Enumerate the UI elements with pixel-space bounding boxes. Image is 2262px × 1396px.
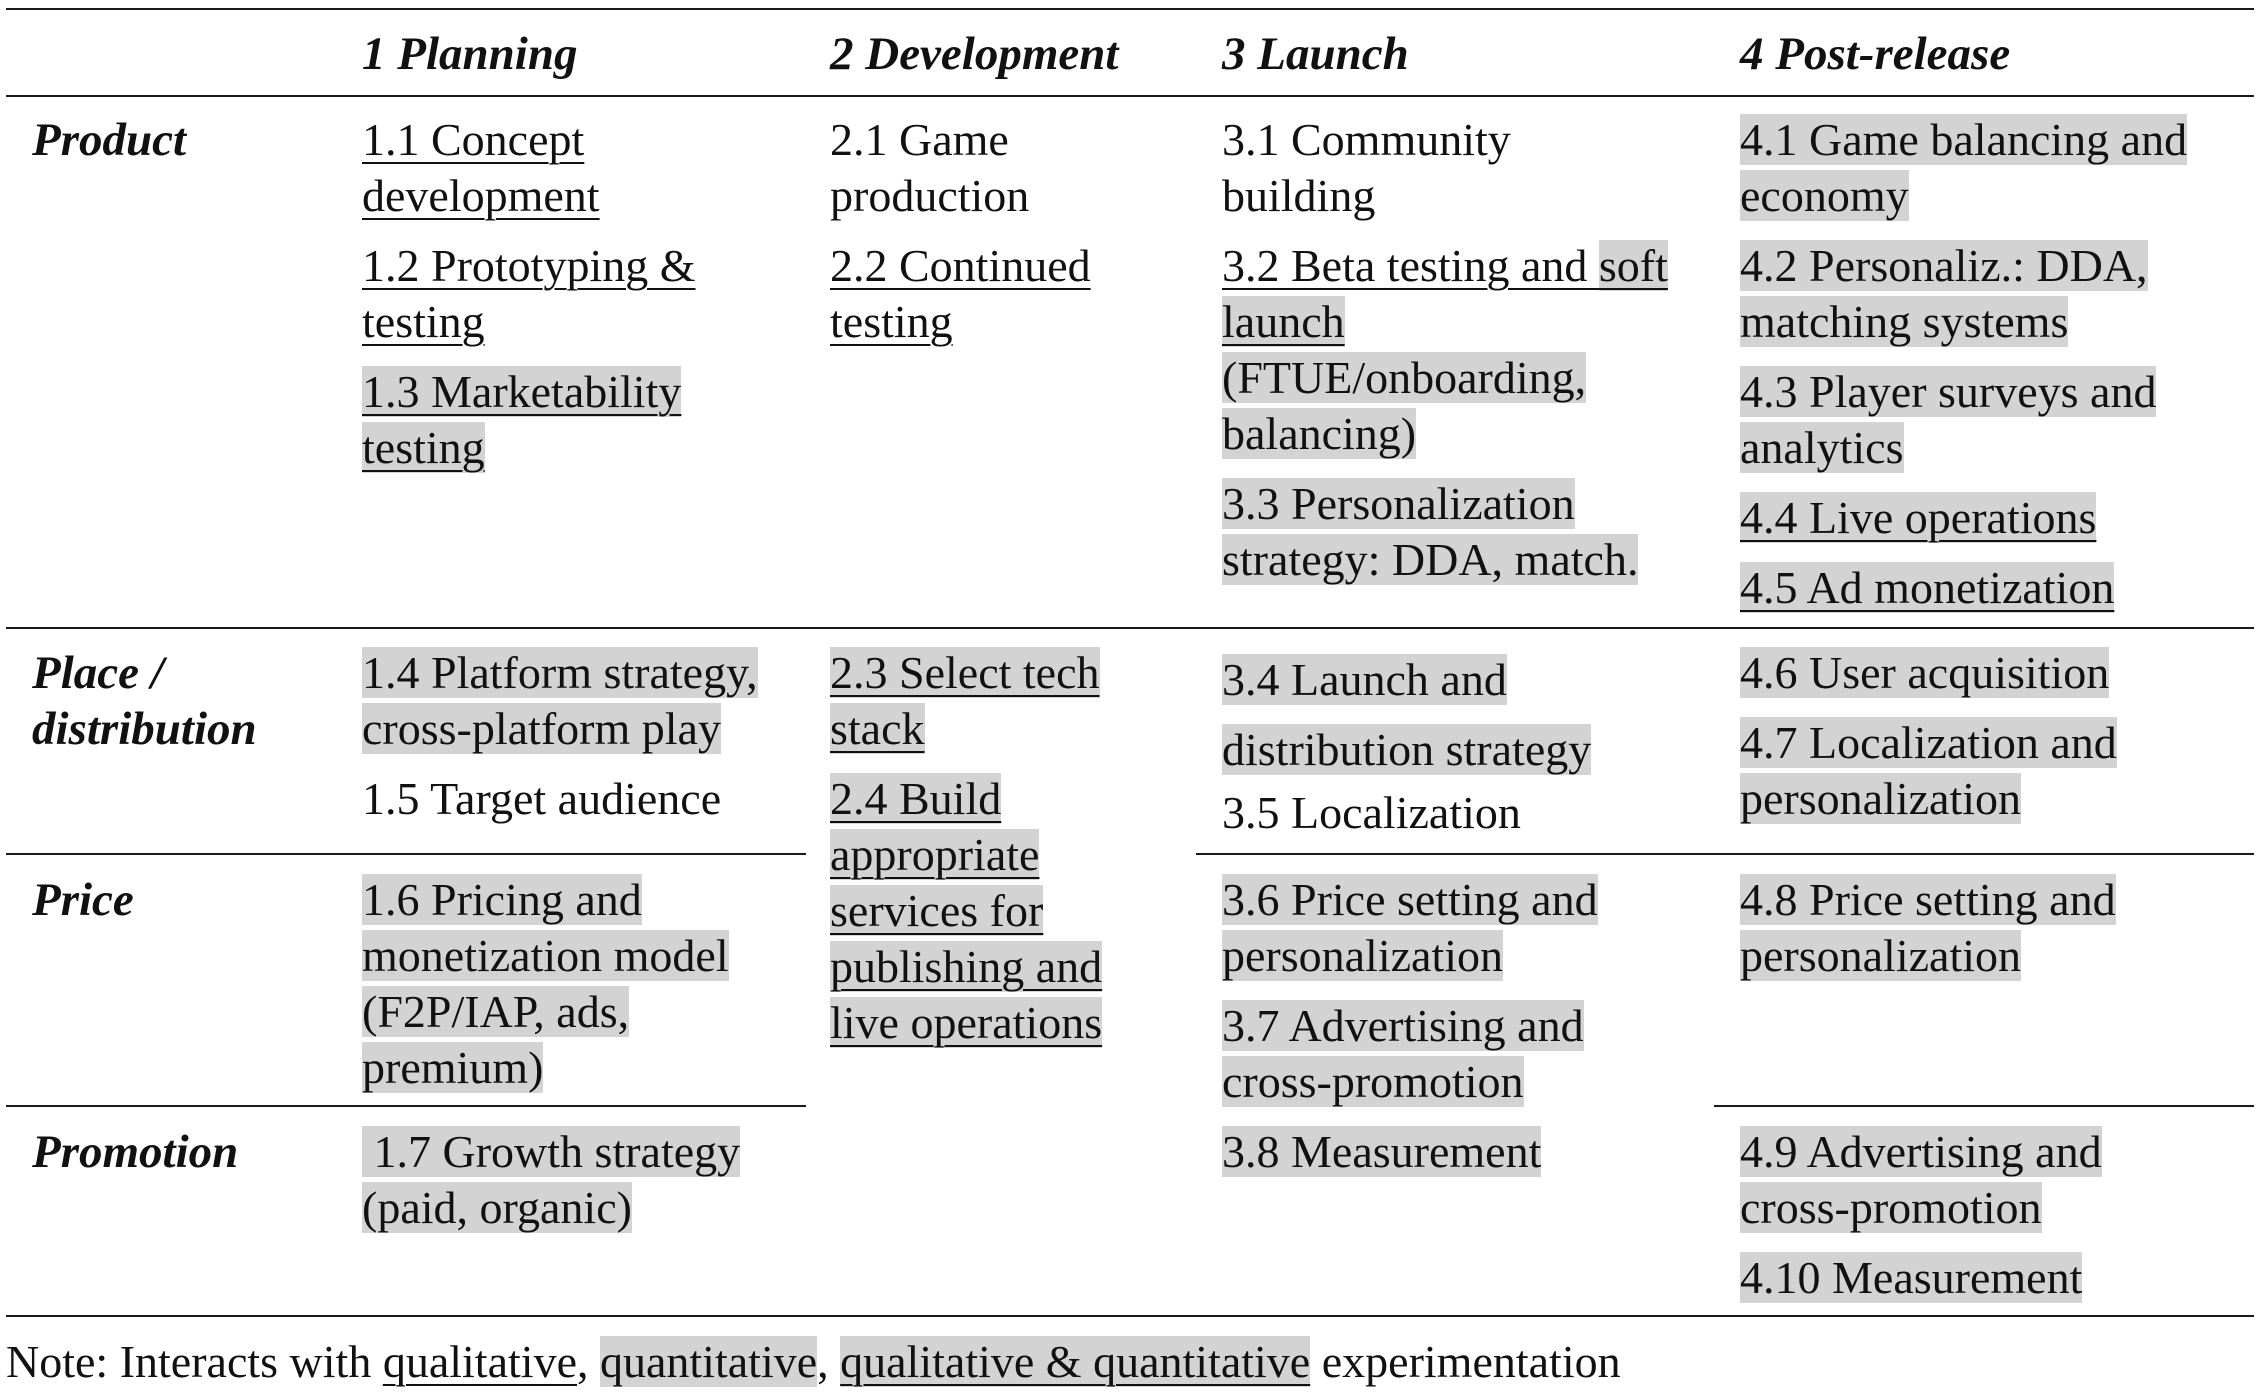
item-1-2: 1.2 Prototyping & testing — [362, 240, 696, 347]
item-1-1: 1.1 Concept development — [362, 114, 600, 221]
note-separator: , — [817, 1336, 841, 1387]
note-quantitative: quantitative — [599, 1336, 818, 1387]
post-release-place-cell — [1740, 645, 2117, 827]
item-3-1: 3.1 Community building — [1222, 114, 1511, 221]
planning-product-cell — [362, 112, 696, 476]
item-3-2: 3.2 Beta testing and soft launch (FTUE/onboarding, balancing) — [1222, 240, 1668, 459]
item-4-3: 4.3 Player surveys and analytics — [1740, 366, 2157, 473]
item-1-3: 1.3 Marketability testing — [362, 366, 682, 473]
note-qualitative-quantitative: qualitative & quantitative — [840, 1336, 1311, 1387]
row-label-product: Product — [32, 114, 187, 166]
note-qualitative: qualitative — [382, 1336, 577, 1387]
item-4-5: 4.5 Ad monetization — [1740, 562, 2115, 613]
row-label-place-distribution: Place / distribution — [32, 647, 257, 755]
item-1-4: 1.4 Platform strategy, cross-platform play — [362, 647, 758, 754]
column-header-planning: 1 Planning — [362, 28, 578, 80]
price-bottom-rule-left — [6, 1105, 806, 1107]
item-1-5: 1.5 Target audience — [362, 773, 722, 824]
item-2-4: 2.4 Build appropriate services for publishing and live operations — [830, 773, 1103, 1048]
note-suffix: experimentation — [1310, 1336, 1621, 1387]
top-rule — [6, 8, 2254, 10]
post-release-product-cell — [1740, 112, 2187, 616]
item-3-5: 3.5 Localization — [1222, 787, 1521, 838]
development-place-price-cell — [830, 645, 1102, 1051]
row-label-price: Price — [32, 874, 134, 926]
post-release-promotion-cell — [1740, 1124, 2102, 1306]
item-4-2: 4.2 Personaliz.: DDA, matching systems — [1740, 240, 2148, 347]
launch-place-cell — [1222, 645, 1591, 841]
place-bottom-rule-right — [1196, 853, 2254, 855]
item-3-6: 3.6 Price setting and personalization — [1222, 874, 1598, 981]
launch-price-promotion-cell — [1222, 872, 1598, 1180]
note-prefix: Note: Interacts with — [6, 1336, 383, 1387]
planning-price-cell — [362, 872, 729, 1096]
planning-promotion-cell — [362, 1124, 740, 1236]
item-3-3: 3.3 Personalization strategy: DDA, match. — [1222, 478, 1639, 585]
item-1-6: 1.6 Pricing and monetization model (F2P/IAP, ads, premium) — [362, 874, 729, 1093]
development-product-cell — [830, 112, 1091, 350]
item-4-8: 4.8 Price setting and personalization — [1740, 874, 2116, 981]
item-4-1: 4.1 Game balancing and economy — [1740, 114, 2188, 221]
item-4-4: 4.4 Live operations — [1740, 492, 2097, 543]
column-header-post-release: 4 Post-release — [1740, 28, 2011, 80]
item-4-10: 4.10 Measurement — [1740, 1252, 2083, 1303]
item-4-6: 4.6 User acquisition — [1740, 647, 2110, 698]
row-label-promotion: Promotion — [32, 1126, 239, 1178]
item-4-7: 4.7 Localization and personalization — [1740, 717, 2117, 824]
item-3-7: 3.7 Advertising and cross-promotion — [1222, 1000, 1584, 1107]
note-separator: , — [576, 1336, 600, 1387]
launch-product-cell — [1222, 112, 1668, 588]
product-bottom-rule — [6, 627, 2254, 629]
item-2-1: 2.1 Game production — [830, 114, 1030, 221]
column-header-development: 2 Development — [830, 28, 1119, 80]
bottom-rule — [6, 1315, 2254, 1317]
item-2-2: 2.2 Continued testing — [830, 240, 1091, 347]
column-header-launch: 3 Launch — [1222, 28, 1409, 80]
header-rule — [6, 95, 2254, 97]
item-3-4: 3.4 Launch and distribution strategy — [1222, 654, 1592, 775]
planning-place-cell — [362, 645, 758, 827]
item-3-8: 3.8 Measurement — [1222, 1126, 1542, 1177]
price-bottom-rule-right — [1714, 1105, 2254, 1107]
item-4-9: 4.9 Advertising and cross-promotion — [1740, 1126, 2102, 1233]
item-2-3: 2.3 Select tech stack — [830, 647, 1100, 754]
post-release-price-cell — [1740, 872, 2116, 984]
place-bottom-rule-left — [6, 853, 806, 855]
table-note — [6, 1334, 1621, 1390]
item-1-7: 1.7 Growth strategy (paid, organic) — [362, 1126, 741, 1233]
